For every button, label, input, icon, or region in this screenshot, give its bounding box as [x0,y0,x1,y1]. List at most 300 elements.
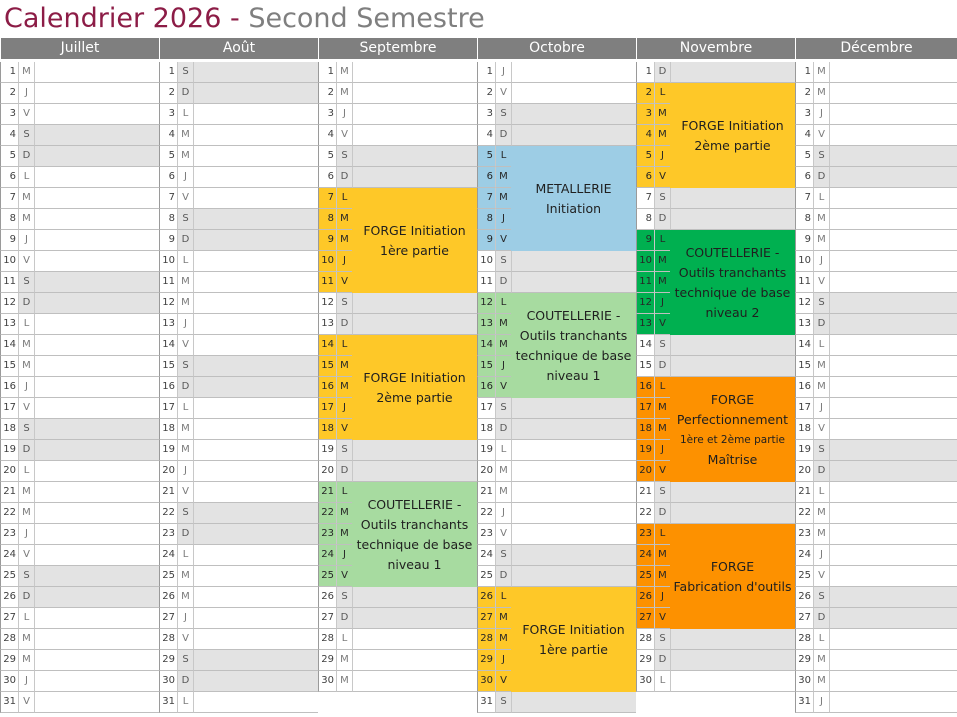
weekday-letter: V [654,608,670,629]
day-slot [34,440,159,461]
weekday-letter: M [495,167,511,188]
weekday-letter: S [18,125,34,146]
weekday-letter: D [654,209,670,230]
day-slot [829,167,957,188]
weekday-letter: M [654,272,670,293]
weekday-letter: L [654,230,670,251]
day-number: 6 [159,167,177,188]
weekday-letter: L [18,461,34,482]
day-number: 9 [0,230,18,251]
day-slot [829,104,957,125]
day-slot [34,650,159,671]
event-label-line: niveau 1 [546,367,601,383]
weekday-letter: J [336,398,352,419]
day-slot [193,188,318,209]
weekday-letter: M [18,629,34,650]
weekday-letter: V [18,251,34,272]
weekday-letter: J [654,293,670,314]
event-block[interactable] [511,587,636,692]
day-slot [34,398,159,419]
day-number: 30 [636,671,654,692]
day-slot [193,146,318,167]
day-number: 4 [636,125,654,146]
weekday-letter: S [177,209,193,230]
day-slot [193,566,318,587]
day-slot [829,545,957,566]
day-slot [511,62,636,83]
day-number: 10 [0,251,18,272]
weekday-letter: J [813,692,829,713]
weekday-letter: S [495,398,511,419]
weekday-letter: M [495,188,511,209]
day-number: 1 [795,62,813,83]
weekday-letter: M [813,377,829,398]
day-slot [352,650,477,671]
weekday-letter: S [654,482,670,503]
day-number: 2 [795,83,813,104]
day-slot [193,251,318,272]
day-number: 28 [636,629,654,650]
day-slot [829,566,957,587]
weekday-letter: V [336,566,352,587]
day-number: 23 [636,524,654,545]
day-slot [34,503,159,524]
day-number: 18 [477,419,495,440]
day-slot [193,398,318,419]
weekday-letter: D [177,377,193,398]
day-number: 8 [636,209,654,230]
day-slot [511,545,636,566]
weekday-letter: M [813,83,829,104]
weekday-letter: V [495,524,511,545]
weekday-letter: V [495,83,511,104]
weekday-letter: J [336,104,352,125]
day-slot [829,62,957,83]
month-header: Octobre [478,38,636,59]
day-slot [511,566,636,587]
day-slot [829,461,957,482]
day-slot [34,83,159,104]
weekday-letter: M [813,503,829,524]
day-slot [34,461,159,482]
event-block[interactable] [352,188,477,293]
day-number: 15 [795,356,813,377]
day-number: 17 [477,398,495,419]
weekday-letter: M [336,524,352,545]
day-slot [511,524,636,545]
day-slot [511,461,636,482]
day-number: 17 [795,398,813,419]
weekday-letter: S [495,251,511,272]
event-label-line: FORGE [710,558,755,574]
weekday-letter: J [495,62,511,83]
day-number: 12 [0,293,18,314]
day-slot [670,629,795,650]
day-slot [34,524,159,545]
day-number: 29 [477,650,495,671]
month-header: Août [160,38,318,59]
day-slot [511,398,636,419]
day-number: 4 [318,125,336,146]
day-number: 17 [318,398,336,419]
day-number: 18 [795,419,813,440]
day-number: 11 [0,272,18,293]
day-number: 12 [318,293,336,314]
day-number: 21 [795,482,813,503]
weekday-letter: L [18,314,34,335]
day-slot [511,440,636,461]
day-slot [34,272,159,293]
day-slot [352,314,477,335]
day-number: 18 [318,419,336,440]
weekday-letter: L [177,398,193,419]
event-block[interactable] [511,293,636,398]
day-slot [670,671,795,692]
day-number: 22 [477,503,495,524]
event-label-line: Perfectionnement [676,411,789,427]
day-number: 8 [159,209,177,230]
day-number: 27 [795,608,813,629]
day-number: 22 [795,503,813,524]
day-slot [193,314,318,335]
weekday-letter: D [654,356,670,377]
event-label-line: Initiation [545,200,602,216]
day-slot [34,314,159,335]
weekday-letter: J [654,146,670,167]
day-number: 15 [636,356,654,377]
day-number: 5 [477,146,495,167]
day-number: 29 [795,650,813,671]
day-slot [352,167,477,188]
event-label-line: 2ème partie [694,137,771,153]
day-number: 5 [636,146,654,167]
day-number: 15 [318,356,336,377]
event-label-line: Maîtrise [707,451,758,467]
day-number: 19 [477,440,495,461]
day-slot [34,62,159,83]
day-slot [829,419,957,440]
day-slot [34,587,159,608]
day-slot [34,188,159,209]
day-slot [352,440,477,461]
weekday-letter: M [495,314,511,335]
event-block[interactable] [511,146,636,251]
month-header: Novembre [637,38,795,59]
event-block[interactable] [352,335,477,440]
day-number: 20 [159,461,177,482]
day-slot [193,62,318,83]
weekday-letter: S [813,587,829,608]
day-slot [34,608,159,629]
day-slot [34,377,159,398]
day-number: 18 [159,419,177,440]
weekday-letter: S [654,335,670,356]
day-number: 30 [477,671,495,692]
day-number: 15 [0,356,18,377]
day-number: 28 [0,629,18,650]
day-number: 11 [636,272,654,293]
weekday-letter: D [654,503,670,524]
weekday-letter: J [813,545,829,566]
day-slot [511,482,636,503]
weekday-letter: L [813,482,829,503]
weekday-letter: J [813,104,829,125]
day-number: 29 [636,650,654,671]
day-number: 17 [636,398,654,419]
day-number: 25 [477,566,495,587]
day-slot [670,482,795,503]
event-block[interactable] [670,230,795,335]
day-number: 23 [795,524,813,545]
day-number: 9 [477,230,495,251]
day-slot [829,650,957,671]
day-slot [352,83,477,104]
weekday-letter: M [813,230,829,251]
event-label-line: FORGE [710,391,755,407]
weekday-letter: D [177,671,193,692]
weekday-letter: D [654,650,670,671]
day-number: 26 [0,587,18,608]
day-slot [670,335,795,356]
weekday-letter: J [177,461,193,482]
day-slot [34,629,159,650]
day-number: 13 [318,314,336,335]
weekday-letter: D [18,440,34,461]
day-number: 22 [318,503,336,524]
day-number: 1 [318,62,336,83]
day-slot [193,671,318,692]
weekday-letter: V [336,125,352,146]
day-slot [829,188,957,209]
day-number: 1 [0,62,18,83]
day-number: 26 [636,587,654,608]
day-number: 11 [318,272,336,293]
day-number: 10 [318,251,336,272]
day-slot [829,125,957,146]
day-number: 31 [795,692,813,713]
event-label-line: 1ère partie [539,641,608,657]
day-slot [193,104,318,125]
day-number: 18 [636,419,654,440]
day-number: 19 [0,440,18,461]
day-number: 9 [159,230,177,251]
day-slot [829,146,957,167]
day-slot [193,629,318,650]
weekday-letter: V [813,566,829,587]
weekday-letter: D [495,566,511,587]
event-block[interactable] [352,482,477,587]
weekday-letter: D [177,83,193,104]
weekday-letter: J [18,230,34,251]
day-slot [352,461,477,482]
weekday-letter: J [495,209,511,230]
day-number: 21 [159,482,177,503]
day-number: 10 [477,251,495,272]
day-slot [193,209,318,230]
weekday-letter: S [813,146,829,167]
day-number: 2 [477,83,495,104]
weekday-letter: D [336,608,352,629]
weekday-letter: L [177,251,193,272]
weekday-letter: J [177,608,193,629]
weekday-letter: J [654,440,670,461]
day-number: 11 [795,272,813,293]
day-number: 31 [477,692,495,713]
weekday-letter: D [813,314,829,335]
event-label-line: COUTELLERIE - [526,307,621,323]
day-number: 2 [318,83,336,104]
event-label-line: 2ème partie [376,389,453,405]
day-number: 11 [159,272,177,293]
weekday-letter: L [336,629,352,650]
weekday-letter: M [495,482,511,503]
weekday-letter: L [654,83,670,104]
day-number: 14 [0,335,18,356]
day-number: 14 [477,335,495,356]
event-block[interactable] [670,83,795,188]
weekday-letter: M [177,587,193,608]
day-number: 13 [636,314,654,335]
event-label-line: technique de base [356,536,473,552]
weekday-letter: L [18,608,34,629]
title-subtitle: Second Semestre [248,3,485,34]
day-slot [829,482,957,503]
weekday-letter: S [177,62,193,83]
event-label-line: Outils tranchants [360,516,469,532]
weekday-letter: L [495,146,511,167]
event-label-line: FORGE Initiation [681,117,784,133]
day-slot [193,230,318,251]
weekday-letter: M [813,62,829,83]
weekday-letter: M [654,419,670,440]
day-slot [829,209,957,230]
day-slot [34,146,159,167]
day-slot [511,272,636,293]
day-slot [829,629,957,650]
weekday-letter: S [495,545,511,566]
day-number: 26 [318,587,336,608]
day-slot [34,335,159,356]
day-slot [829,377,957,398]
weekday-letter: S [813,440,829,461]
day-number: 21 [477,482,495,503]
day-number: 6 [318,167,336,188]
day-slot [352,629,477,650]
day-number: 3 [636,104,654,125]
day-slot [193,461,318,482]
day-number: 26 [159,587,177,608]
day-number: 20 [636,461,654,482]
weekday-letter: D [495,272,511,293]
weekday-letter: L [336,482,352,503]
day-number: 15 [477,356,495,377]
day-number: 24 [795,545,813,566]
weekday-letter: L [813,629,829,650]
day-number: 16 [477,377,495,398]
day-slot [829,587,957,608]
day-slot [34,125,159,146]
weekday-letter: M [18,335,34,356]
weekday-letter: D [177,524,193,545]
day-number: 9 [795,230,813,251]
day-number: 19 [159,440,177,461]
event-block[interactable] [670,377,795,482]
day-number: 20 [318,461,336,482]
day-number: 28 [477,629,495,650]
weekday-letter: S [18,419,34,440]
day-number: 6 [795,167,813,188]
weekday-letter: V [495,230,511,251]
event-label-line: FORGE Initiation [522,621,625,637]
day-number: 14 [159,335,177,356]
day-slot [670,503,795,524]
day-number: 9 [636,230,654,251]
day-number: 3 [0,104,18,125]
weekday-letter: V [177,335,193,356]
weekday-letter: D [813,608,829,629]
day-number: 23 [318,524,336,545]
day-number: 29 [159,650,177,671]
weekday-letter: S [18,272,34,293]
day-number: 4 [795,125,813,146]
day-slot [193,335,318,356]
day-number: 24 [636,545,654,566]
weekday-letter: M [177,293,193,314]
day-number: 29 [0,650,18,671]
day-number: 25 [636,566,654,587]
day-slot [511,104,636,125]
day-number: 16 [636,377,654,398]
day-slot [34,482,159,503]
event-label-line: COUTELLERIE - [367,496,462,512]
day-number: 27 [0,608,18,629]
month-header: Juillet [1,38,159,59]
day-slot [34,545,159,566]
event-block[interactable] [670,524,795,629]
day-number: 7 [318,188,336,209]
day-slot [34,356,159,377]
day-slot [829,83,957,104]
event-label-line: Fabrication d'outils [673,578,792,594]
weekday-letter: M [18,62,34,83]
day-slot [829,356,957,377]
weekday-letter: S [18,566,34,587]
day-slot [829,440,957,461]
day-number: 16 [795,377,813,398]
weekday-letter: L [813,188,829,209]
day-number: 6 [477,167,495,188]
weekday-letter: S [495,692,511,713]
day-number: 4 [159,125,177,146]
weekday-letter: D [18,293,34,314]
weekday-letter: D [336,461,352,482]
weekday-letter: L [336,335,352,356]
day-slot [829,251,957,272]
day-slot [34,167,159,188]
day-number: 24 [159,545,177,566]
day-number: 12 [636,293,654,314]
day-number: 20 [795,461,813,482]
day-number: 8 [318,209,336,230]
day-number: 22 [0,503,18,524]
day-number: 19 [795,440,813,461]
weekday-letter: V [18,545,34,566]
day-number: 31 [159,692,177,713]
weekday-letter: J [654,587,670,608]
day-number: 19 [318,440,336,461]
weekday-letter: J [18,671,34,692]
day-number: 20 [477,461,495,482]
